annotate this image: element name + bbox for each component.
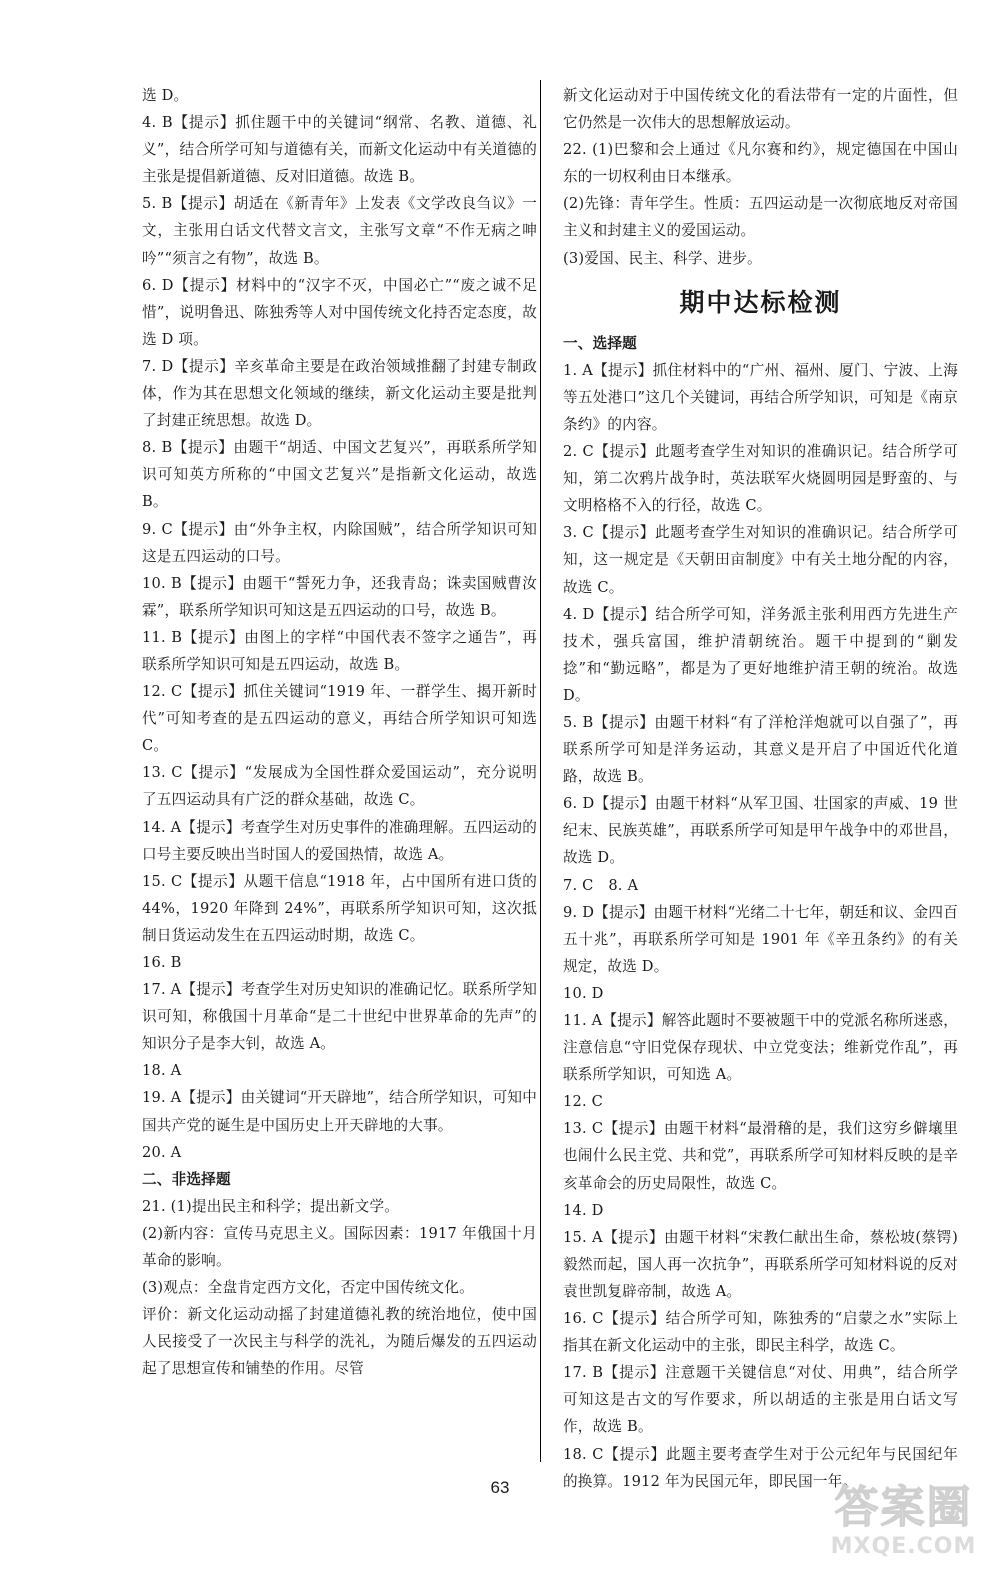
answer-paragraph: 13. C【提示】“发展成为全国性群众爱国运动”，充分说明了五四运动具有广泛的群众基础，故选 C。 [142,764,537,809]
answer-paragraph: 18. C【提示】此题主要考查学生对于公元纪年与民国纪年的换算。1912 年为民国元年，即民国一年。 [563,1445,958,1490]
watermark-top-text: 答案圈 [834,1482,973,1533]
answer-paragraph: 选 D。 [142,87,189,104]
answer-paragraph: 17. A【提示】考查学生对历史知识的准确记忆。联系所学知识可知，称俄国十月革命“是二十世纪中世界革命的先声”的知识分子是李大钊，故选 A。 [142,981,537,1053]
page-number: 63 [490,1478,510,1497]
answer-paragraph: (2)先锋：青年学生。性质：五四运动是一次彻底地反对帝国主义和封建主义的爱国运动。 [563,195,958,240]
answer-paragraph: 17. B【提示】注意题干关键信息“对仗、用典”，结合所学可知这是古文的写作要求，所以胡适的主张是用白话文写作，故选 B。 [563,1364,958,1436]
section-heading: 二、非选择题 [142,1170,231,1188]
answer-paragraph: 6. D【提示】由题干材料“从军卫国、壮国家的声威、19 世纪末、民族英雄”，再联系所学可知是甲午战争中的邓世昌，故选 D。 [563,795,958,867]
watermark-bottom-text: MXQE.COM [830,1534,977,1559]
answer-paragraph: 12. C【提示】抓住关键词“1919 年、一群学生、揭开新时代”可知考查的是五四运动的意义，再结合所学知识可知选 C。 [142,683,537,755]
answer-paragraph: 8. B【提示】由题干“胡适、中国文艺复兴”，再联系所学知识可知英方所称的“中国文艺复兴”是指新文化运动，故选 B。 [142,439,537,511]
answer-paragraph: 13. C【提示】由题干材料“最滑稽的是，我们这穷乡僻壤里也闹什么民主党、共和党”，再联系所学可知材料反映的是辛亥革命会的历史局限性，故选 C。 [563,1120,958,1192]
answer-paragraph: 9. C【提示】由“外争主权，内除国贼”，结合所学知识可知这是五四运动的口号。 [142,520,537,565]
answer-paragraph: 6. D【提示】材料中的“汉字不灭，中国必亡”“废之诚不足惜”，说明鲁迅、陈独秀等人对中国传统文化持否定态度，故选 D 项。 [142,276,537,348]
answer-paragraph: (3)爱国、民主、科学、进步。 [563,249,762,267]
answer-paragraph: 4. D【提示】结合所学可知，洋务派主张利用西方先进生产技术，强兵富国，维护清朝统治。题干中提到的“剿发捻”和“勤远略”，都是为了更好地维护清王朝的统治。故选 D。 [563,605,958,704]
answer-paragraph: 14. D [563,1201,604,1219]
section-title: 期中达标检测 [679,287,842,317]
answer-paragraph: 12. C [563,1093,604,1111]
answer-paragraph: 7. C 8. A [563,876,639,894]
column-divider [540,80,541,1462]
answer-paragraph: 7. D【提示】辛亥革命主要是在政治领域推翻了封建专制政体，作为其在思想文化领域的继续，新文化运动主要是批判了封建正统思想。故选 D。 [142,357,537,430]
left-column [142,82,537,1383]
answer-paragraph: 14. A【提示】考查学生对历史事件的准确理解。五四运动的口号主要反映出当时国人的爱国热情，故选 A。 [142,818,537,863]
answer-paragraph: 评价：新文化运动动摇了封建道德礼教的统治地位，使中国人民接受了一次民主与科学的洗礼，为随后爆发的五四运动起了思想宣传和铺垫的作用。尽管 [142,1306,537,1378]
answer-paragraph: 5. B【提示】由题干材料“有了洋枪洋炮就可以自强了”，再联系所学可知是洋务运动，其意义是开启了中国近代化道路，故选 B。 [563,713,958,786]
answer-paragraph: 5. B【提示】胡适在《新青年》上发表《文学改良刍议》一文，主张用白话文代替文言文，主张写文章“不作无病之呻吟”“须言之有物”，故选 B。 [142,195,537,267]
answer-paragraph: (3)观点：全盘肯定西方文化，否定中国传统文化。 [142,1279,474,1297]
answer-paragraph: 3. C【提示】此题考查学生对知识的准确识记。结合所学可知，这一规定是《天朝田亩制度》中有关土地分配的内容，故选 C。 [563,524,958,596]
answer-paragraph: 21. (1)提出民主和科学；提出新文学。 [142,1197,400,1215]
answer-paragraph: 11. A【提示】解答此题时不要被题干中的党派名称所迷惑，注意信息“守旧党保存现状、中立党变法；维新党作乱”，再联系所学知识，可知选 A。 [563,1012,958,1084]
answer-paragraph: 15. A【提示】由题干材料“宋教仁献出生命，蔡松坡(蔡锷)毅然而起，国人再一次抗争”，再联系所学可知材料说的反对袁世凯复辟帝制，故选 A。 [563,1228,958,1300]
answer-paragraph: 4. B【提示】抓住题干中的关键词“纲常、名教、道德、礼义”，结合所学可知与道德有关，而新文化运动中有关道德的主张是提倡新道德、反对旧道德。故选 B。 [142,114,537,186]
answer-paragraph: 16. B [142,954,182,971]
answer-paragraph: 1. A【提示】抓住材料中的“广州、福州、厦门、宁波、上海等五处港口”这几个关键词，再结合所学知识，可知是《南京条约》的内容。 [563,361,958,433]
answer-paragraph: 2. C【提示】此题考查学生对知识的准确识记。结合所学可知，第二次鸦片战争时，英法联军火烧圆明园是野蛮的、与文明格格不入的行径，故选 C。 [563,443,958,515]
answer-paragraph: 10. B【提示】由题干“誓死力争，还我青岛；诛卖国贼曹汝霖”，联系所学知识可知这是五四运动的口号，故选 B。 [142,574,537,619]
answer-paragraph: 16. C【提示】结合所学可知，陈独秀的“启蒙之水”实际上指其在新文化运动中的主张，即民主科学，故选 C。 [563,1310,958,1355]
answer-paragraph: 20. A [142,1143,182,1161]
answer-paragraph: 18. A [142,1062,182,1080]
answer-paragraph: 9. D【提示】由题干材料“光绪二十七年，朝廷和议、金四百五十兆”，再联系所学可知是 1901 年《辛丑条约》的有关规定，故选 D。 [563,903,958,975]
right-column [563,82,958,1495]
answer-paragraph: 10. D [563,984,604,1002]
answer-paragraph: 19. A【提示】由关键词“开天辟地”，结合所学知识，可知中国共产党的诞生是中国历史上开天辟地的大事。 [142,1089,537,1134]
answer-paragraph: 11. B【提示】由图上的字样“中国代表不签字之通告”，再联系所学知识可知是五四运动，故选 B。 [142,628,537,673]
answer-paragraph: 15. C【提示】从题干信息“1918 年，占中国所有进口货的 44%，1920 年降到 24%”，再联系所学知识可知，这次抵制日货运动发生在五四运动时期，故选 C。 [142,872,537,944]
watermark-logo [821,1482,986,1564]
answer-paragraph: (2)新内容：宣传马克思主义。国际因素：1917 年俄国十月革命的影响。 [142,1224,537,1270]
answer-paragraph: 新文化运动对于中国传统文化的看法带有一定的片面性，但它仍然是一次伟大的思想解放运动。 [563,87,958,132]
section-heading: 一、选择题 [563,334,637,352]
answer-paragraph: 22. (1)巴黎和会上通过《凡尔赛和约》，规定德国在中国山东的一切权利由日本继承。 [563,141,958,186]
